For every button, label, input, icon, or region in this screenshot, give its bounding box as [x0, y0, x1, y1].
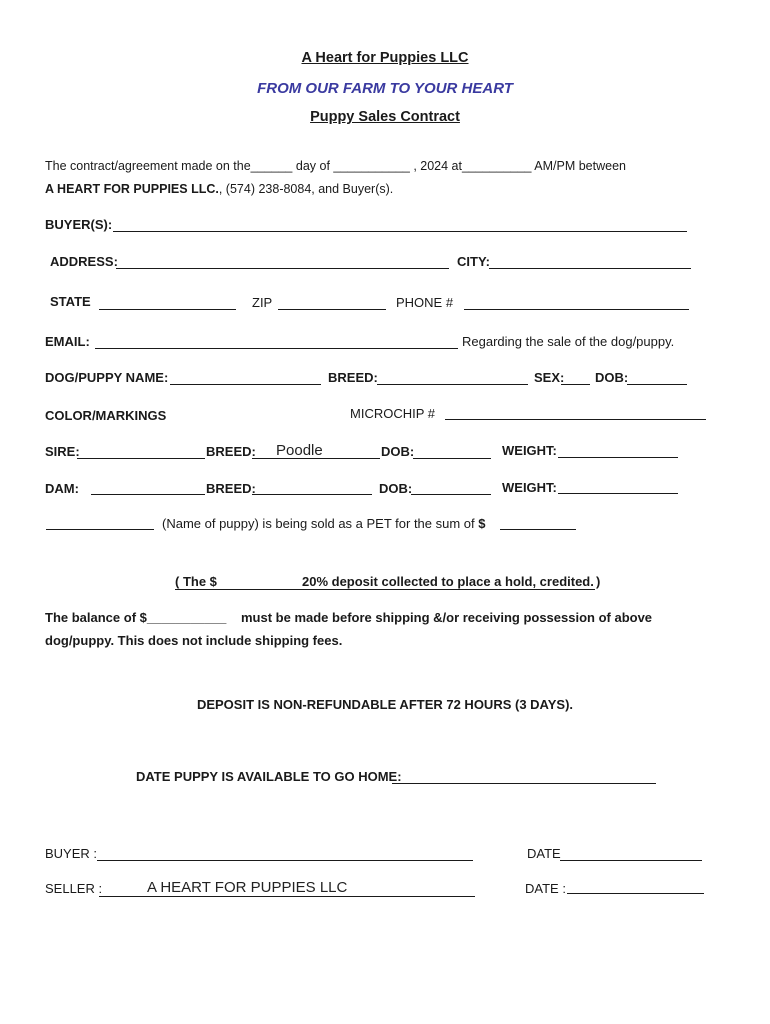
- intro-line-1: The contract/agreement made on the______ day of ___________ , 2024 at__________ AM/PM between: [45, 159, 626, 173]
- seller-signature-value: A HEART FOR PUPPIES LLC: [147, 879, 348, 896]
- city-field[interactable]: [489, 268, 691, 269]
- phone-label: PHONE #: [396, 295, 454, 310]
- address-label: ADDRESS:: [50, 254, 118, 269]
- puppy-name-label: DOG/PUPPY NAME:: [45, 370, 169, 385]
- intro-line-2: [45, 182, 393, 196]
- color-markings-label: COLOR/MARKINGS: [45, 408, 167, 423]
- puppy-dob-field[interactable]: [627, 384, 687, 385]
- dam-label: DAM:: [45, 481, 79, 496]
- balance-label: The balance of $: [45, 610, 147, 625]
- price-field[interactable]: [500, 529, 576, 530]
- state-field[interactable]: [99, 309, 236, 310]
- balance-amount-field[interactable]: ___________: [146, 610, 227, 625]
- sire-dob-field[interactable]: [413, 458, 491, 459]
- regarding-text: Regarding the sale of the dog/puppy.: [462, 334, 675, 349]
- price-dollar-sign: $: [478, 516, 486, 531]
- state-label: STATE: [50, 294, 91, 309]
- dam-breed-field[interactable]: [252, 494, 372, 495]
- sire-breed-label: BREED:: [206, 444, 256, 459]
- sire-dob-label: DOB:: [381, 444, 415, 459]
- zip-label: ZIP: [252, 295, 273, 310]
- dam-weight-label: WEIGHT:: [502, 480, 557, 495]
- dam-dob-label: DOB:: [379, 481, 413, 496]
- puppy-name-field[interactable]: [170, 384, 321, 385]
- buyer-signature-label: BUYER :: [45, 846, 98, 861]
- puppy-breed-field[interactable]: [377, 384, 528, 385]
- balance-text: must be made before shipping &/or receiving possession of above: [241, 610, 653, 625]
- available-date-field[interactable]: [392, 783, 656, 784]
- phone-field[interactable]: [464, 309, 689, 310]
- document-title: Puppy Sales Contract: [310, 109, 460, 125]
- seller-signature-label: SELLER :: [45, 881, 103, 896]
- address-field[interactable]: [116, 268, 449, 269]
- zip-field[interactable]: [278, 309, 386, 310]
- sire-label: SIRE:: [45, 444, 80, 459]
- price-sentence: (Name of puppy) is being sold as a PET for the sum of: [162, 516, 479, 531]
- seller-signature-field[interactable]: [99, 896, 475, 897]
- puppy-breed-label: BREED:: [328, 370, 378, 385]
- deposit-open: ( The $: [175, 574, 217, 589]
- seller-date-field[interactable]: [567, 893, 704, 894]
- balance-line-1: [45, 610, 226, 625]
- seller-company-name: A HEART FOR PUPPIES LLC.: [45, 182, 219, 196]
- microchip-label: MICROCHIP #: [350, 406, 435, 421]
- intro-line-2-rest: , (574) 238-8084, and Buyer(s).: [218, 182, 394, 196]
- dam-dob-field[interactable]: [411, 494, 491, 495]
- buyers-label: BUYER(S):: [45, 217, 113, 232]
- available-date-label: DATE PUPPY IS AVAILABLE TO GO HOME:: [136, 769, 402, 784]
- sire-weight-field[interactable]: [558, 457, 678, 458]
- buyer-signature-field[interactable]: [97, 860, 473, 861]
- deposit-close: ): [596, 574, 601, 589]
- dam-breed-label: BREED:: [206, 481, 256, 496]
- deposit-underline[interactable]: [175, 589, 595, 590]
- sire-field[interactable]: [77, 458, 205, 459]
- sex-label: SEX:: [534, 370, 565, 385]
- price-text: [162, 516, 485, 531]
- puppy-sold-name-field[interactable]: [46, 529, 154, 530]
- puppy-dob-label: DOB:: [595, 370, 629, 385]
- email-label: EMAIL:: [45, 334, 90, 349]
- microchip-field[interactable]: [445, 419, 706, 420]
- seller-date-label: DATE :: [525, 881, 566, 896]
- city-label: CITY:: [457, 254, 490, 269]
- sex-field[interactable]: [561, 384, 590, 385]
- deposit-text: 20% deposit collected to place a hold, credited.: [302, 574, 594, 589]
- email-field[interactable]: [95, 348, 458, 349]
- sire-breed-value: Poodle: [276, 442, 323, 459]
- dam-field[interactable]: [91, 494, 205, 495]
- company-name: A Heart for Puppies LLC: [301, 50, 469, 66]
- buyer-date-label: DATE: [527, 846, 561, 861]
- balance-line-2: dog/puppy. This does not include shipping fees.: [45, 633, 343, 648]
- buyer-date-field[interactable]: [560, 860, 702, 861]
- tagline: FROM OUR FARM TO YOUR HEART: [257, 80, 513, 97]
- sire-weight-label: WEIGHT:: [502, 443, 557, 458]
- non-refundable-notice: DEPOSIT IS NON-REFUNDABLE AFTER 72 HOURS (3 DAYS).: [196, 697, 574, 712]
- buyers-field[interactable]: [113, 231, 687, 232]
- dam-weight-field[interactable]: [558, 493, 678, 494]
